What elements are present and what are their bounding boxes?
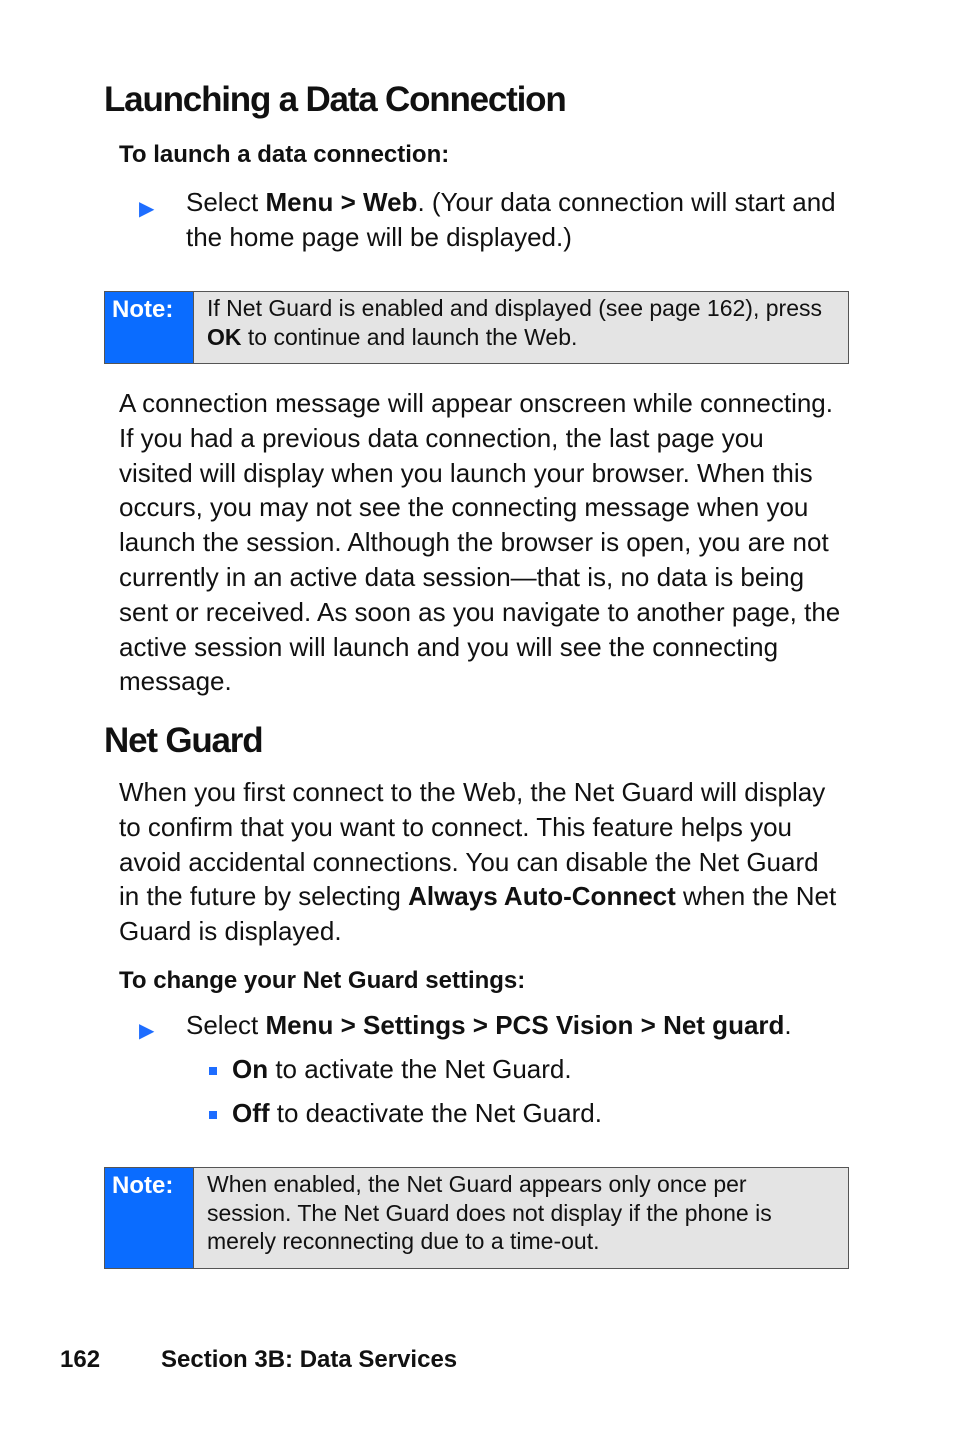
ok-key-label: OK [207, 323, 242, 350]
note-box-net-guard [104, 291, 849, 364]
section-title-launching: Launching a Data Connection [104, 80, 566, 119]
note-body: If Net Guard is enabled and displayed (see page 162), press OK to continue and launch the Web. [194, 292, 848, 363]
always-auto-connect-label: Always Auto-Connect [408, 881, 676, 912]
bullet-on: On to activate the Net Guard. [232, 1054, 572, 1084]
menu-label: Menu [265, 187, 334, 217]
launch-step-line2: the home page will be displayed.) [186, 221, 572, 252]
note-body: When enabled, the Net Guard appears only once per session. The Net Guard does not display if the phone is merely reconnecting due to a time-out. [194, 1168, 848, 1268]
net-guard-step: Select Menu > Settings > PCS Vision > Net guard. [186, 1010, 792, 1040]
square-bullet-icon [209, 1111, 217, 1119]
page-number: 162 [60, 1346, 101, 1373]
launch-step-line1: Select Menu > Web. (Your data connection will start and [186, 187, 836, 217]
triangle-right-icon: ▶ [139, 1020, 155, 1042]
connection-paragraph: A connection message will appear onscreen while connecting. If you had a previous data connection, the last page you visited will display when you launch your browser. When this occurs, you may not see the connecting message when you launch the session. Although the browser is open, you are not currently in an active data session—that is, no data is being sent or received. As soon as you navigate to another page, the active session will launch and you will see the connecting message. [119, 388, 841, 697]
footer-section-title: Section 3B: Data Services [161, 1346, 458, 1373]
bullet-off: Off to deactivate the Net Guard. [232, 1098, 602, 1128]
procedure-heading-net-guard: To change your Net Guard settings: [119, 967, 526, 994]
net-guard-intro: When you first connect to the Web, the Net Guard will display to confirm that you want to connect. This feature helps you avoid accidental connections. You can disable the Net Guard in the future by selecting Always Auto-Connect when the Net Guard is displayed. [119, 777, 837, 947]
triangle-right-icon: ▶ [139, 198, 155, 220]
section-title-net-guard: Net Guard [104, 721, 263, 760]
note-label: Note: [105, 292, 194, 363]
launch-step [186, 185, 866, 255]
web-label: Web [363, 187, 418, 217]
procedure-heading-launch: To launch a data connection: [119, 141, 450, 168]
square-bullet-icon [209, 1067, 217, 1075]
note-box-time-out [104, 1167, 849, 1269]
note-label: Note: [105, 1168, 194, 1268]
settings-path: Menu > Settings > PCS Vision > Net guard [265, 1010, 785, 1040]
